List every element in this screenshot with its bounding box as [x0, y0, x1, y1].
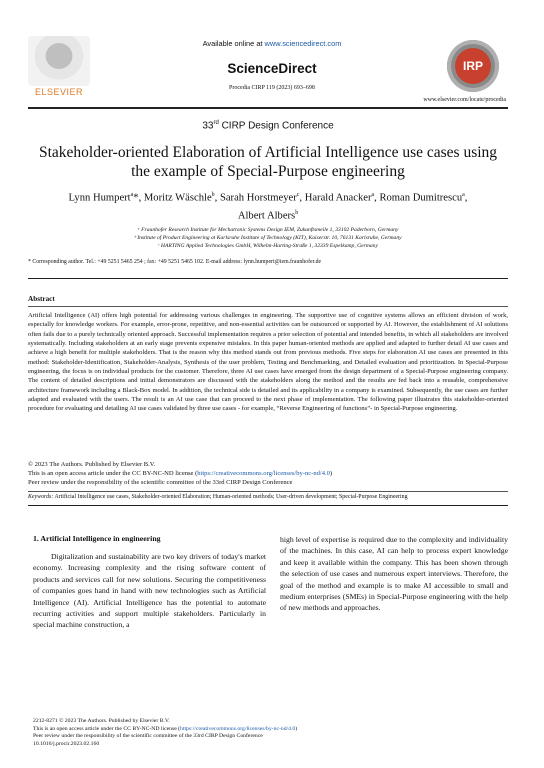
paper-title: Stakeholder-oriented Elaboration of Artificial Intelligence use cases using the example of Special-Purpose engineering	[38, 144, 498, 180]
cirp-logo-text: IRP	[455, 48, 491, 84]
conference-title: CIRP Design Conference	[218, 120, 334, 132]
cirp-logo	[447, 40, 499, 92]
footer-issn: 2212-8271 © 2023 The Authors. Published by Elsevier B.V.	[33, 718, 170, 724]
affiliation-c: ᶜ HARTING Applied Technologies GmbH, Wilhelm-Harting-Straße 1, 32339 Espelkamp, Germany	[158, 243, 378, 249]
sciencedirect-brand: ScienceDirect	[227, 61, 317, 76]
license-line	[28, 469, 508, 478]
body-column-right: high level of expertise is required due to the complexity and individuality of the machines. In this case, AI can help to process expert knowledge and keep it available within the company. This has been shown through the selection of use cases and numerous expert interviews. Therefore, the goal of the method and example is to make AI accessible to small and medium enterprises (SMEs) in Special-Purpose engineering with the help of new methods and approaches.	[280, 535, 508, 613]
section-heading: 1. Artificial Intelligence in engineering	[33, 534, 161, 543]
license-text: This is an open access article under the CC BY-NC-ND license (	[28, 470, 198, 478]
abstract-heading: Abstract	[28, 295, 55, 303]
keywords-label: Keywords:	[28, 494, 54, 500]
conference-number: 33	[202, 120, 214, 132]
peer-review-line: Peer review under the responsibility of the scientific committee of the 33rd CIRP Design Conference	[28, 479, 293, 487]
footer-block	[33, 718, 508, 749]
journal-homepage-link[interactable]: www.elsevier.com/locate/procedia	[423, 97, 506, 103]
keywords-divider-top	[28, 491, 508, 492]
elsevier-tree-emblem	[28, 36, 90, 86]
footer-license-close: )	[295, 725, 298, 732]
keywords-divider-bottom	[28, 505, 508, 506]
abstract-body: Artificial Intelligence (AI) offers high potential for addressing various challenges in engineering. The supportive use of cognitive systems allows an efficient division of work, especially for knowledge workers. For example, error-prone, repetitive, and non-essential activities can be outsourced or supported by AI. However, the establishment of AI solutions often fails due to a purely technically oriented approach. Successful implementation requires a prior selection of potential and intended benefits, in which all stakeholders are involved systematically. Including stakeholders at an early stage prevents expensive mistakes. In this paper human-oriented methods are applied and adapted to further detail AI use cases and achieve a high benefit for multiple stakeholders. That is the reason why this method stands out from previous methods. Five steps for elaboration AI use cases are presented in this method: Stakeholder-Identification, Stakeholder-Analysis, Synthesis of the user problem, Testing and Benchmarking, and Detailed evaluation and prioritization. In Special-Purpose engineering, the focus is on individual products for the customer. Therefore, three AI use cases have emerged from the design department of a Special-Purpose engineering company. The content of detailed descriptions and initial demonstrators are discussed with the stakeholders along the method and the results are fed back into a reusable, comprehensive architecture framework including a Black-Box model. In addition, the technical side is detailed and its applicability in a company is examined. Subsequently, the use cases are further adapted and evaluated with the users. The result is an AI use case that can proceed to the next phase of implementation. The following paper illustrates this stakeholder-oriented procedure for evaluating and detailing AI use cases validated by three use cases - for example, “Reverse Engineering of functions”- in Special-Purpose engineering.	[28, 312, 508, 413]
footer-license-link[interactable]: https://creativecommons.org/licenses/by-nc-nd/4.0	[180, 725, 296, 732]
affiliation-a: ᵃ Fraunhofer Research Institute for Mechatronic Systems Design IEM, Zukunftsmeile 1, 33102 Paderborn, Germany	[137, 227, 399, 233]
keywords-line	[28, 494, 508, 500]
affiliation-b: ᵇ Institute of Product Engineering at Karlsruhe Institute of Technology (KIT), Kaiserstr. 10, 76131 Karlsruhe, Germany	[134, 235, 402, 241]
header-divider	[28, 107, 508, 109]
available-online-text: Available online at	[202, 39, 265, 48]
title-divider	[28, 278, 508, 279]
author-list: Lynn Humpert$^a$*, Moritz Wäschle$^b$, Sarah Horstmeyer$^c$, Harald Anacker$^a$, Roman Dumitrescu$^a$, Albert Albers$^b$	[68, 192, 468, 222]
license-close: )	[329, 470, 333, 478]
license-link[interactable]: https://creativecommons.org/licenses/by-nc-nd/4.0	[197, 470, 330, 478]
available-online-line	[150, 39, 394, 48]
sciencedirect-link[interactable]: www.sciencedirect.com	[264, 39, 342, 48]
journal-citation: Procedia CIRP 119 (2023) 693–698	[229, 85, 315, 91]
footer-peer-review: Peer review under the responsibility of the scientific committee of the 33rd CIRP Design Conference	[33, 733, 263, 740]
conference-ordinal: rd	[213, 120, 219, 126]
elsevier-wordmark: ELSEVIER	[34, 87, 84, 97]
copyright-line: © 2023 The Authors. Published by Elsevier B.V.	[28, 461, 156, 468]
copyright-block	[28, 460, 508, 488]
body-column-left: Digitalization and sustainability are two key drivers of today's market economy. Increasing complexity and the rising software content of products and services call for new solutions. Securing the competitiveness of companies goes hand in hand with new technologies such as Artificial Intelligence (AI). Artificial Intelligence has the potential to automate recurring activities and support multiple stakeholders. Particularly in special machine construction, a	[33, 552, 266, 630]
elsevier-logo	[28, 36, 90, 97]
conference-name	[28, 120, 508, 131]
footer-license-text: This is an open access article under the CC BY-NC-ND license (	[33, 725, 181, 732]
corresponding-author: * Corresponding author. Tel.: +49 5251 5465 254 ; fax: +49 5251 5465 102. E-mail address: lynn.humpert@iem.fraunhofer.de	[28, 259, 322, 265]
footer-doi[interactable]: 10.1016/j.procir.2023.02.160	[33, 741, 100, 748]
abstract-divider	[28, 306, 508, 307]
keywords-text: Artificial Intelligence use cases, Stakeholder-oriented Elaboration; Human-oriented methods; User-driven development; Special-Purpose Engineering	[53, 494, 408, 500]
